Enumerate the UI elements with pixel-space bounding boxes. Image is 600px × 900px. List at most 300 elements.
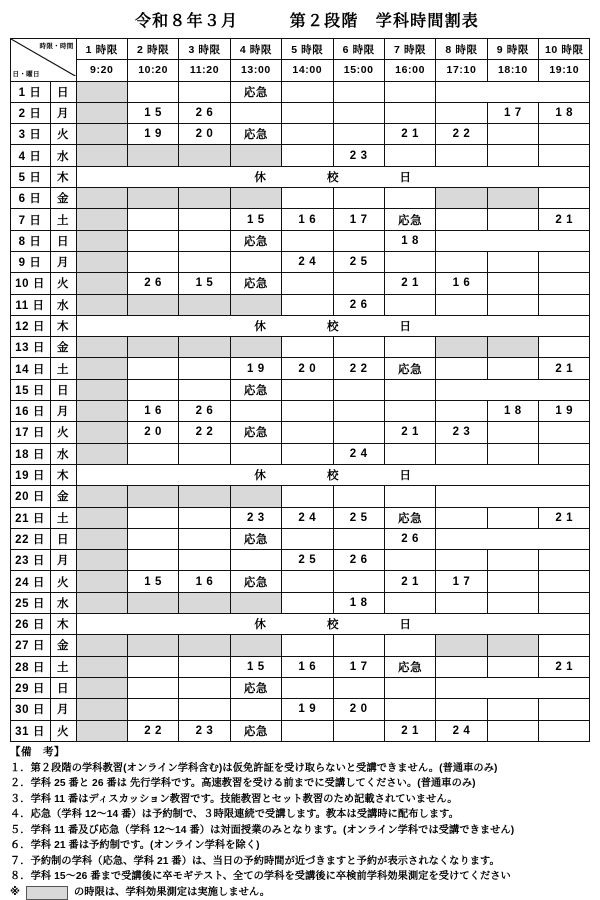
holiday-cell: 休 校 日 <box>76 614 590 635</box>
corner-label-days: 日・曜日 <box>12 70 40 78</box>
schedule-cell-shaded <box>76 635 127 656</box>
row-weekday-cell: 火 <box>50 422 76 443</box>
row-weekday-cell: 火 <box>50 273 76 294</box>
schedule-cell-filled: 2 3 <box>230 507 281 528</box>
period-header-1: 1 時限 <box>76 39 127 60</box>
schedule-cell-filled: 2 1 <box>539 209 590 230</box>
schedule-cell-filled: 2 1 <box>384 273 435 294</box>
table-row <box>10 571 590 592</box>
table-row <box>10 635 590 656</box>
schedule-cell-empty <box>436 699 487 720</box>
schedule-cell-empty <box>230 251 281 272</box>
schedule-cell-empty <box>282 592 333 613</box>
period-time-6: 15:00 <box>333 60 384 81</box>
schedule-cell-empty <box>282 677 333 698</box>
notes-section <box>10 745 590 900</box>
table-row <box>10 145 590 166</box>
schedule-cell-empty <box>282 401 333 422</box>
row-date-cell: 31 日 <box>10 720 50 741</box>
notes-list <box>10 761 590 885</box>
table-row <box>10 188 590 209</box>
schedule-cell-empty <box>539 124 590 145</box>
table-row <box>10 550 590 571</box>
schedule-cell-empty <box>487 443 538 464</box>
schedule-cell-empty <box>487 656 538 677</box>
schedule-cell-filled: 2 5 <box>333 507 384 528</box>
schedule-cell-shaded <box>76 379 127 400</box>
schedule-cell-filled: 1 8 <box>487 401 538 422</box>
schedule-cell-empty <box>127 677 178 698</box>
schedule-cell-empty <box>436 145 487 166</box>
schedule-cell-empty <box>436 486 590 507</box>
schedule-cell-filled: 2 6 <box>333 294 384 315</box>
schedule-cell-filled: 応急 <box>230 124 281 145</box>
row-weekday-cell: 火 <box>50 720 76 741</box>
row-date-cell: 7 日 <box>10 209 50 230</box>
notes-heading: 【備 考】 <box>10 745 65 758</box>
schedule-cell-shaded <box>230 294 281 315</box>
schedule-cell-empty <box>436 230 590 251</box>
shaded-legend-row <box>10 885 590 900</box>
holiday-cell: 休 校 日 <box>76 464 590 485</box>
table-head <box>10 39 590 82</box>
schedule-cell-empty <box>127 528 178 549</box>
schedule-cell-empty <box>539 443 590 464</box>
schedule-cell-shaded <box>76 656 127 677</box>
schedule-cell-empty <box>179 699 230 720</box>
schedule-cell-empty <box>127 209 178 230</box>
row-date-cell: 16 日 <box>10 401 50 422</box>
schedule-cell-shaded <box>230 592 281 613</box>
note-item: ２．学科 25 番と 26 番は 先行学科です。高速教習を受ける前までに受講してください。(普通車のみ) <box>10 778 476 790</box>
schedule-cell-filled: 1 9 <box>230 358 281 379</box>
schedule-cell-empty <box>333 720 384 741</box>
schedule-cell-filled: 2 6 <box>179 401 230 422</box>
schedule-cell-filled: 応急 <box>230 422 281 443</box>
schedule-cell-shaded <box>127 635 178 656</box>
schedule-cell-empty <box>333 81 384 102</box>
row-weekday-cell: 日 <box>50 677 76 698</box>
row-date-cell: 22 日 <box>10 528 50 549</box>
schedule-cell-empty <box>384 401 435 422</box>
period-time-5: 14:00 <box>282 60 333 81</box>
period-header-6: 6 時限 <box>333 39 384 60</box>
schedule-cell-empty <box>333 486 384 507</box>
period-header-9: 9 時限 <box>487 39 538 60</box>
period-header-2: 2 時限 <box>127 39 178 60</box>
schedule-cell-shaded <box>230 188 281 209</box>
schedule-cell-empty <box>333 379 384 400</box>
schedule-cell-empty <box>539 592 590 613</box>
schedule-cell-empty <box>127 656 178 677</box>
table-row <box>10 592 590 613</box>
table-row <box>10 209 590 230</box>
schedule-cell-empty <box>282 486 333 507</box>
schedule-cell-empty <box>230 550 281 571</box>
row-weekday-cell: 水 <box>50 145 76 166</box>
schedule-cell-filled: 1 9 <box>539 401 590 422</box>
holiday-cell: 休 校 日 <box>76 315 590 336</box>
table-row <box>10 273 590 294</box>
schedule-cell-empty <box>539 422 590 443</box>
period-header-3: 3 時限 <box>179 39 230 60</box>
row-weekday-cell: 木 <box>50 166 76 187</box>
row-weekday-cell: 土 <box>50 209 76 230</box>
table-row <box>10 401 590 422</box>
row-date-cell: 12 日 <box>10 315 50 336</box>
schedule-cell-empty <box>230 401 281 422</box>
schedule-cell-shaded <box>76 507 127 528</box>
schedule-cell-empty <box>436 550 487 571</box>
schedule-cell-empty <box>539 251 590 272</box>
row-date-cell: 20 日 <box>10 486 50 507</box>
schedule-cell-filled: 2 1 <box>384 124 435 145</box>
row-weekday-cell: 日 <box>50 81 76 102</box>
schedule-cell-empty <box>384 635 435 656</box>
schedule-cell-shaded <box>76 102 127 123</box>
schedule-cell-empty <box>282 635 333 656</box>
holiday-cell: 休 校 日 <box>76 166 590 187</box>
row-date-cell: 26 日 <box>10 614 50 635</box>
schedule-cell-filled: 1 5 <box>127 571 178 592</box>
schedule-cell-empty <box>487 358 538 379</box>
schedule-cell-filled: 応急 <box>230 273 281 294</box>
schedule-cell-filled: 2 3 <box>333 145 384 166</box>
period-header-4: 4 時限 <box>230 39 281 60</box>
schedule-cell-empty <box>384 251 435 272</box>
schedule-cell-empty <box>333 422 384 443</box>
row-date-cell: 25 日 <box>10 592 50 613</box>
schedule-cell-shaded <box>76 571 127 592</box>
schedule-cell-empty <box>436 81 590 102</box>
schedule-cell-filled: 1 7 <box>333 656 384 677</box>
legend-text: の時限は、学科効果測定は実施しません。 <box>74 886 271 898</box>
page-title: 令和８年３月 第２段階 学科時間割表 <box>134 12 479 30</box>
schedule-cell-filled: 1 7 <box>333 209 384 230</box>
row-date-cell: 1 日 <box>10 81 50 102</box>
schedule-cell-filled: 2 5 <box>282 550 333 571</box>
schedule-cell-shaded <box>76 550 127 571</box>
schedule-cell-shaded <box>76 358 127 379</box>
schedule-cell-empty <box>539 635 590 656</box>
schedule-cell-filled: 2 6 <box>384 528 435 549</box>
schedule-cell-empty <box>384 188 435 209</box>
row-weekday-cell: 土 <box>50 507 76 528</box>
schedule-cell-filled: 2 2 <box>179 422 230 443</box>
schedule-cell-filled: 1 6 <box>179 571 230 592</box>
table-row <box>10 294 590 315</box>
schedule-cell-empty <box>436 102 487 123</box>
schedule-cell-empty <box>436 358 487 379</box>
schedule-cell-filled: 1 8 <box>333 592 384 613</box>
table-body <box>10 81 590 741</box>
schedule-cell-filled: 応急 <box>230 720 281 741</box>
row-date-cell: 2 日 <box>10 102 50 123</box>
schedule-cell-shaded <box>76 720 127 741</box>
schedule-cell-filled: 1 8 <box>384 230 435 251</box>
schedule-cell-empty <box>282 273 333 294</box>
period-header-10: 10 時限 <box>539 39 590 60</box>
schedule-cell-filled: 2 1 <box>539 507 590 528</box>
schedule-cell-shaded <box>76 273 127 294</box>
row-weekday-cell: 金 <box>50 188 76 209</box>
table-row <box>10 614 590 635</box>
schedule-cell-empty <box>230 102 281 123</box>
table-row <box>10 102 590 123</box>
header-row-times <box>10 60 590 81</box>
schedule-cell-empty <box>384 550 435 571</box>
schedule-cell-shaded <box>230 337 281 358</box>
schedule-cell-filled: 2 5 <box>333 251 384 272</box>
table-row <box>10 720 590 741</box>
schedule-cell-empty <box>539 571 590 592</box>
schedule-cell-empty <box>179 677 230 698</box>
table-row <box>10 443 590 464</box>
period-header-8: 8 時限 <box>436 39 487 60</box>
table-row <box>10 486 590 507</box>
schedule-cell-filled: 1 6 <box>436 273 487 294</box>
schedule-cell-empty <box>282 81 333 102</box>
schedule-cell-empty <box>282 102 333 123</box>
row-weekday-cell: 月 <box>50 251 76 272</box>
note-item: ７．予約制の学科（応急、学科 21 番）は、当日の予約時間が近づきますと予約が表示されなくなります。 <box>10 855 500 867</box>
row-date-cell: 24 日 <box>10 571 50 592</box>
period-header-5: 5 時限 <box>282 39 333 60</box>
table-row <box>10 699 590 720</box>
schedule-cell-filled: 2 0 <box>333 699 384 720</box>
schedule-cell-filled: 2 6 <box>127 273 178 294</box>
row-weekday-cell: 金 <box>50 337 76 358</box>
schedule-cell-empty <box>333 635 384 656</box>
schedule-cell-filled: 1 7 <box>436 571 487 592</box>
row-date-cell: 27 日 <box>10 635 50 656</box>
schedule-cell-empty <box>333 124 384 145</box>
row-weekday-cell: 日 <box>50 528 76 549</box>
schedule-cell-shaded <box>179 635 230 656</box>
schedule-cell-filled: 1 6 <box>282 656 333 677</box>
schedule-cell-empty <box>179 209 230 230</box>
schedule-cell-empty <box>539 273 590 294</box>
schedule-cell-filled: 2 4 <box>333 443 384 464</box>
schedule-cell-filled: 2 1 <box>384 571 435 592</box>
schedule-cell-filled: 応急 <box>230 81 281 102</box>
schedule-cell-shaded <box>76 486 127 507</box>
note-item: ６．学科 21 番は予約制です。(オンライン学科を除く) <box>10 840 260 852</box>
schedule-cell-empty <box>230 443 281 464</box>
schedule-cell-empty <box>436 507 487 528</box>
schedule-cell-filled: 1 8 <box>539 102 590 123</box>
row-date-cell: 30 日 <box>10 699 50 720</box>
schedule-cell-empty <box>179 656 230 677</box>
schedule-cell-filled: 応急 <box>384 358 435 379</box>
schedule-cell-empty <box>487 507 538 528</box>
schedule-cell-empty <box>436 592 487 613</box>
schedule-cell-filled: 1 5 <box>127 102 178 123</box>
schedule-cell-shaded <box>179 294 230 315</box>
table-row <box>10 422 590 443</box>
schedule-cell-shaded <box>127 486 178 507</box>
schedule-cell-empty <box>436 294 487 315</box>
row-weekday-cell: 土 <box>50 358 76 379</box>
row-date-cell: 13 日 <box>10 337 50 358</box>
schedule-cell-empty <box>282 379 333 400</box>
row-date-cell: 17 日 <box>10 422 50 443</box>
schedule-cell-filled: 2 2 <box>333 358 384 379</box>
schedule-cell-empty <box>487 592 538 613</box>
schedule-cell-empty <box>127 443 178 464</box>
table-row <box>10 230 590 251</box>
schedule-cell-empty <box>487 720 538 741</box>
row-weekday-cell: 日 <box>50 379 76 400</box>
period-time-3: 11:20 <box>179 60 230 81</box>
schedule-cell-empty <box>127 230 178 251</box>
row-weekday-cell: 月 <box>50 550 76 571</box>
schedule-cell-empty <box>384 592 435 613</box>
schedule-cell-filled: 1 7 <box>487 102 538 123</box>
schedule-cell-empty <box>487 294 538 315</box>
schedule-cell-empty <box>282 337 333 358</box>
schedule-cell-shaded <box>76 124 127 145</box>
schedule-cell-empty <box>333 188 384 209</box>
schedule-cell-empty <box>282 720 333 741</box>
schedule-cell-filled: 応急 <box>230 230 281 251</box>
row-weekday-cell: 金 <box>50 486 76 507</box>
table-row <box>10 337 590 358</box>
schedule-cell-empty <box>127 251 178 272</box>
schedule-cell-empty <box>282 443 333 464</box>
schedule-cell-empty <box>179 230 230 251</box>
row-weekday-cell: 木 <box>50 614 76 635</box>
schedule-cell-empty <box>436 677 590 698</box>
schedule-cell-empty <box>333 528 384 549</box>
schedule-cell-empty <box>384 337 435 358</box>
row-date-cell: 19 日 <box>10 464 50 485</box>
schedule-cell-filled: 応急 <box>384 507 435 528</box>
row-weekday-cell: 月 <box>50 699 76 720</box>
note-item: １．第２段階の学科教習(オンライン学科含む)は仮免許証を受け取らないと受講できません。(普通車のみ) <box>10 762 498 774</box>
schedule-cell-empty <box>539 550 590 571</box>
period-time-9: 18:10 <box>487 60 538 81</box>
page-title-container <box>0 0 600 38</box>
schedule-cell-shaded <box>179 145 230 166</box>
row-weekday-cell: 木 <box>50 464 76 485</box>
schedule-cell-empty <box>179 358 230 379</box>
row-date-cell: 3 日 <box>10 124 50 145</box>
schedule-cell-empty <box>179 81 230 102</box>
row-weekday-cell: 水 <box>50 294 76 315</box>
schedule-cell-empty <box>436 379 590 400</box>
schedule-cell-filled: 2 2 <box>436 124 487 145</box>
row-weekday-cell: 水 <box>50 443 76 464</box>
period-time-10: 19:10 <box>539 60 590 81</box>
row-weekday-cell: 日 <box>50 230 76 251</box>
schedule-cell-empty <box>487 209 538 230</box>
schedule-cell-shaded <box>179 188 230 209</box>
row-weekday-cell: 木 <box>50 315 76 336</box>
schedule-cell-empty <box>282 124 333 145</box>
schedule-cell-shaded <box>179 486 230 507</box>
schedule-cell-empty <box>282 571 333 592</box>
schedule-cell-shaded <box>76 251 127 272</box>
schedule-cell-filled: 1 6 <box>127 401 178 422</box>
row-weekday-cell: 金 <box>50 635 76 656</box>
schedule-cell-empty <box>282 145 333 166</box>
schedule-cell-filled: 2 1 <box>384 422 435 443</box>
schedule-cell-empty <box>487 699 538 720</box>
table-row <box>10 507 590 528</box>
corner-label-periods: 時限・時間 <box>39 43 74 50</box>
schedule-cell-filled: 2 4 <box>282 507 333 528</box>
schedule-cell-shaded <box>76 145 127 166</box>
schedule-cell-empty <box>127 81 178 102</box>
schedule-cell-shaded <box>230 486 281 507</box>
schedule-cell-empty <box>384 443 435 464</box>
schedule-cell-empty <box>436 528 590 549</box>
period-header-7: 7 時限 <box>384 39 435 60</box>
schedule-cell-shaded <box>127 145 178 166</box>
row-weekday-cell: 月 <box>50 401 76 422</box>
schedule-cell-filled: 応急 <box>230 571 281 592</box>
row-date-cell: 15 日 <box>10 379 50 400</box>
schedule-cell-empty <box>282 230 333 251</box>
schedule-cell-empty <box>436 401 487 422</box>
row-date-cell: 10 日 <box>10 273 50 294</box>
table-row <box>10 528 590 549</box>
header-row-periods <box>10 39 590 60</box>
row-date-cell: 21 日 <box>10 507 50 528</box>
schedule-cell-empty <box>487 571 538 592</box>
schedule-cell-shaded <box>179 337 230 358</box>
table-row <box>10 379 590 400</box>
schedule-cell-empty <box>333 401 384 422</box>
schedule-cell-empty <box>179 443 230 464</box>
row-weekday-cell: 水 <box>50 592 76 613</box>
schedule-cell-empty <box>282 528 333 549</box>
schedule-cell-filled: 1 5 <box>179 273 230 294</box>
schedule-cell-empty <box>333 273 384 294</box>
schedule-cell-empty <box>282 422 333 443</box>
schedule-cell-shaded <box>76 592 127 613</box>
schedule-cell-filled: 応急 <box>230 677 281 698</box>
schedule-cell-shaded <box>230 635 281 656</box>
schedule-cell-filled: 2 0 <box>282 358 333 379</box>
schedule-cell-shaded <box>127 294 178 315</box>
table-row <box>10 166 590 187</box>
corner-header-cell <box>10 39 76 82</box>
schedule-cell-empty <box>179 550 230 571</box>
schedule-cell-shaded <box>76 401 127 422</box>
schedule-cell-empty <box>539 720 590 741</box>
schedule-cell-shaded <box>179 592 230 613</box>
table-row <box>10 464 590 485</box>
schedule-cell-empty <box>539 699 590 720</box>
schedule-cell-empty <box>384 699 435 720</box>
schedule-cell-filled: 応急 <box>384 209 435 230</box>
shaded-cell-swatch-icon <box>26 886 68 900</box>
schedule-cell-empty <box>282 188 333 209</box>
schedule-cell-shaded <box>76 81 127 102</box>
schedule-cell-empty <box>539 337 590 358</box>
schedule-cell-filled: 1 6 <box>282 209 333 230</box>
schedule-cell-empty <box>179 379 230 400</box>
table-row <box>10 677 590 698</box>
row-date-cell: 5 日 <box>10 166 50 187</box>
row-date-cell: 29 日 <box>10 677 50 698</box>
schedule-cell-empty <box>487 251 538 272</box>
row-weekday-cell: 土 <box>50 656 76 677</box>
schedule-cell-shaded <box>76 230 127 251</box>
schedule-cell-empty <box>179 528 230 549</box>
